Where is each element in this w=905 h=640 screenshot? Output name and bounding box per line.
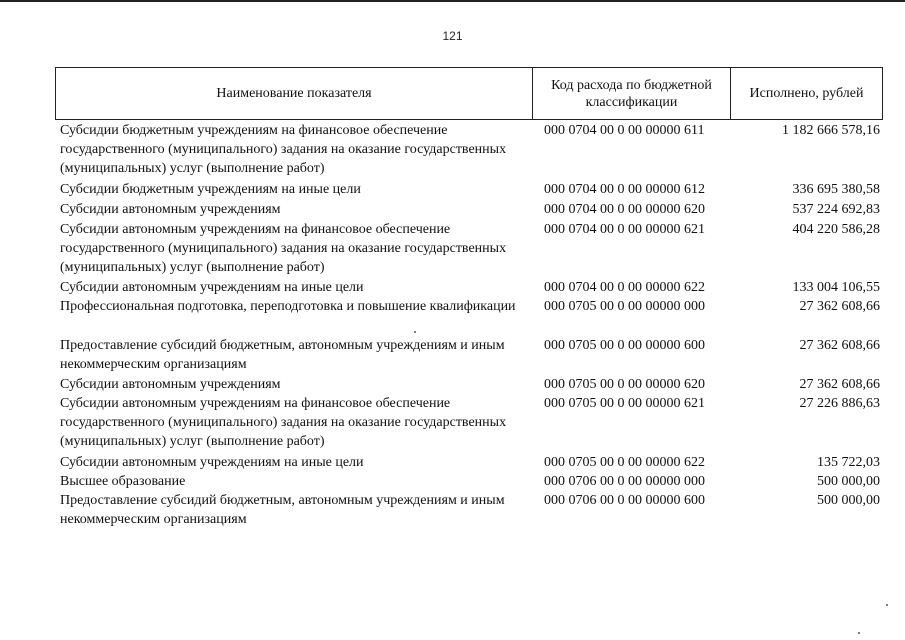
row-code: 000 0706 00 0 00 00000 600 bbox=[544, 493, 705, 508]
page-number: 121 bbox=[442, 29, 463, 43]
table-row bbox=[60, 297, 880, 336]
row-name: Субсидии автономным учреждениям на финансовое обеспечение государственного (муниципального) задания на оказание государственных (муниципальных) услуг (выполнение работ) bbox=[60, 396, 507, 449]
row-code: 000 0704 00 0 00 00000 622 bbox=[544, 280, 705, 295]
row-value: 27 362 608,66 bbox=[799, 338, 880, 353]
table-row bbox=[60, 200, 880, 220]
scan-speck bbox=[414, 331, 416, 333]
header-executed: Исполнено, рублей bbox=[749, 86, 864, 101]
row-value: 27 226 886,63 bbox=[799, 396, 880, 411]
row-value: 1 182 666 578,16 bbox=[782, 123, 880, 138]
scan-speck bbox=[886, 604, 888, 606]
row-code: 000 0704 00 0 00 00000 612 bbox=[544, 182, 705, 197]
table-header bbox=[55, 67, 883, 120]
header-name: Наименование показателя bbox=[56, 68, 533, 119]
table-body bbox=[60, 121, 880, 530]
table-row bbox=[60, 491, 880, 530]
row-code: 000 0705 00 0 00 00000 621 bbox=[544, 396, 705, 411]
row-name: Субсидии автономным учреждениям bbox=[60, 377, 281, 392]
row-code: 000 0704 00 0 00 00000 611 bbox=[544, 123, 705, 138]
scan-speck bbox=[858, 632, 860, 634]
row-value: 133 004 106,55 bbox=[792, 280, 880, 295]
row-name: Предоставление субсидий бюджетным, автономным учреждениям и иным некоммерческим организациям bbox=[60, 493, 505, 527]
row-code: 000 0705 00 0 00 00000 620 bbox=[544, 377, 705, 392]
row-name: Высшее образование bbox=[60, 474, 186, 489]
row-code: 000 0705 00 0 00 00000 600 bbox=[544, 338, 705, 353]
top-border-rule bbox=[0, 0, 905, 2]
row-value: 336 695 380,58 bbox=[792, 182, 880, 197]
row-name: Субсидии автономным учреждениям на иные цели bbox=[60, 280, 364, 295]
row-value: 404 220 586,28 bbox=[792, 222, 880, 237]
row-value: 500 000,00 bbox=[817, 493, 880, 508]
row-name: Профессиональная подготовка, переподготовка и повышение квалификации bbox=[60, 299, 516, 314]
table-row bbox=[60, 121, 880, 180]
table-row bbox=[60, 472, 880, 491]
table-row bbox=[60, 278, 880, 297]
row-value: 27 362 608,66 bbox=[799, 299, 880, 314]
row-name: Субсидии бюджетным учреждениям на иные цели bbox=[60, 182, 361, 197]
row-code: 000 0706 00 0 00 00000 000 bbox=[544, 474, 705, 489]
row-code: 000 0704 00 0 00 00000 621 bbox=[544, 222, 705, 237]
table-row bbox=[60, 180, 880, 200]
row-value: 500 000,00 bbox=[817, 474, 880, 489]
table-row bbox=[60, 453, 880, 472]
table-row bbox=[60, 394, 880, 453]
table-row bbox=[60, 375, 880, 394]
table-row bbox=[60, 220, 880, 278]
row-name: Субсидии автономным учреждениям на финансовое обеспечение государственного (муниципального) задания на оказание государственных (муниципальных) услуг (выполнение работ) bbox=[60, 222, 507, 275]
row-name: Субсидии автономным учреждениям на иные цели bbox=[60, 455, 364, 470]
row-value: 537 224 692,83 bbox=[792, 202, 880, 217]
row-code: 000 0705 00 0 00 00000 622 bbox=[544, 455, 705, 470]
row-code: 000 0704 00 0 00 00000 620 bbox=[544, 202, 705, 217]
row-name: Предоставление субсидий бюджетным, автономным учреждениям и иным некоммерческим организациям bbox=[60, 338, 505, 372]
table-row bbox=[60, 336, 880, 375]
row-name: Субсидии бюджетным учреждениям на финансовое обеспечение государственного (муниципального) задания на оказание государственных (муниципальных) услуг (выполнение работ) bbox=[60, 123, 507, 176]
header-code: Код расхода по бюджетной классификации bbox=[533, 68, 731, 119]
row-name: Субсидии автономным учреждениям bbox=[60, 202, 281, 217]
row-value: 27 362 608,66 bbox=[799, 377, 880, 392]
row-code: 000 0705 00 0 00 00000 000 bbox=[544, 299, 705, 314]
row-value: 135 722,03 bbox=[817, 455, 880, 470]
